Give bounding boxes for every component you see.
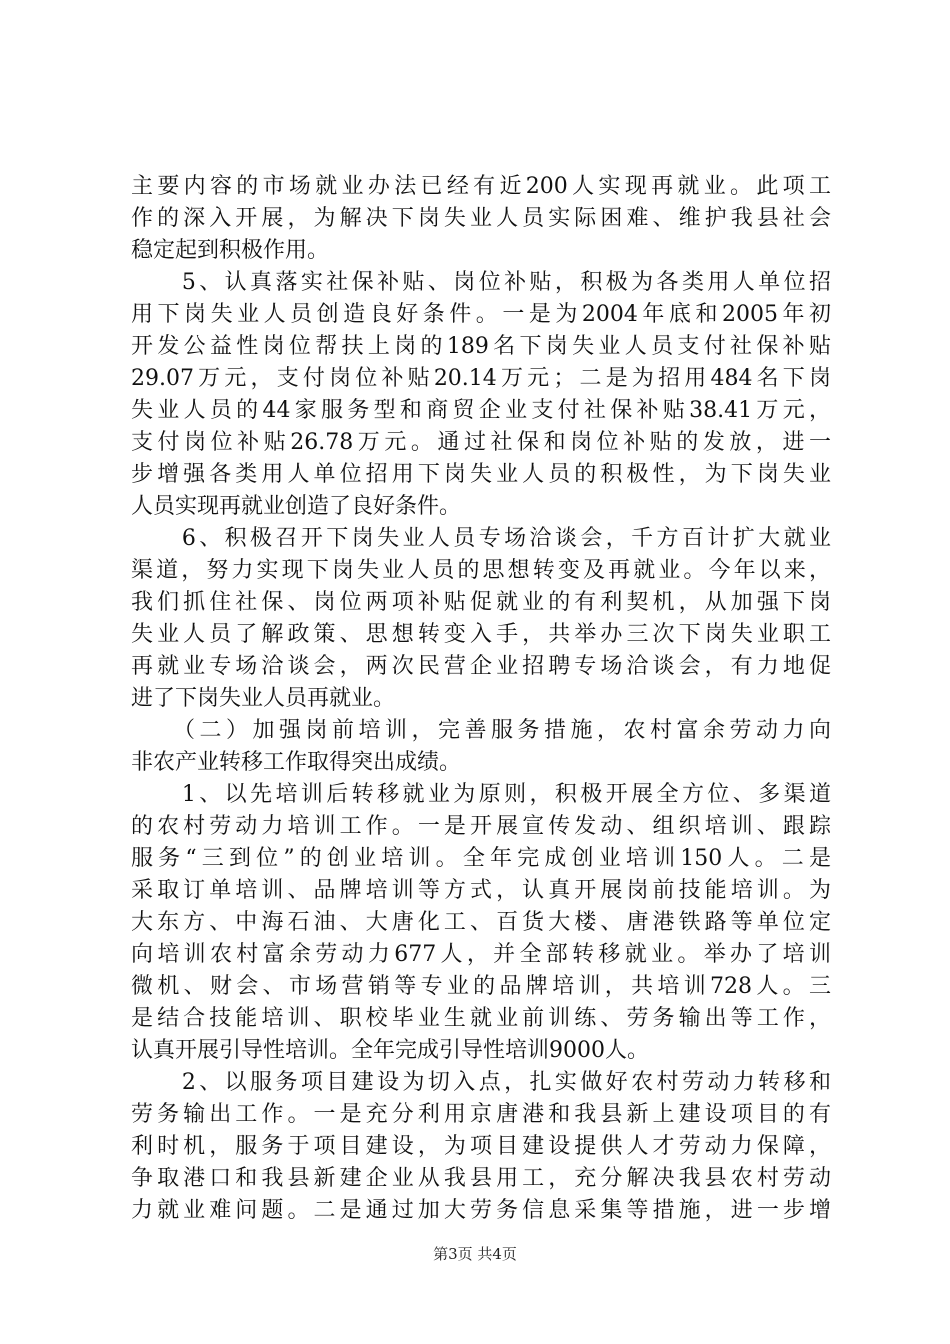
text-line: 认真开展引导性培训。全年完成引导性培训9000人。 xyxy=(131,1038,649,1063)
page-footer xyxy=(0,1244,950,1264)
text-line: 向培训农村富余劳动力677人，并全部转移就业。举办了培训 xyxy=(131,942,831,967)
text-line: 稳定起到积极作用。 xyxy=(131,238,330,263)
text-line: 人员实现再就业创造了良好条件。 xyxy=(131,494,462,519)
text-line: 进了下岗失业人员再就业。 xyxy=(131,686,396,711)
text-line: 渠道，努力实现下岗失业人员的思想转变及再就业。今年以来， xyxy=(131,558,831,583)
text-line: 再就业专场洽谈会，两次民营企业招聘专场洽谈会，有力地促 xyxy=(131,654,831,679)
text-line: 6、积极召开下岗失业人员专场洽谈会，千方百计扩大就业 xyxy=(131,526,831,551)
text-line: 开发公益性岗位帮扶上岗的189名下岗失业人员支付社保补贴 xyxy=(131,334,831,359)
text-line: 失业人员的44家服务型和商贸企业支付社保补贴38.41万元， xyxy=(131,398,831,423)
text-line: 服务“三到位”的创业培训。全年完成创业培训150人。二是 xyxy=(131,846,831,871)
text-line: 5、认真落实社保补贴、岗位补贴，积极为各类用人单位招 xyxy=(131,270,831,295)
text-line: 主要内容的市场就业办法已经有近200人实现再就业。此项工 xyxy=(131,174,831,199)
text-line: 作的深入开展，为解决下岗失业人员实际困难、维护我县社会 xyxy=(131,206,831,231)
text-line: 2、以服务项目建设为切入点，扎实做好农村劳动力转移和 xyxy=(131,1070,831,1095)
text-line: 用下岗失业人员创造良好条件。一是为2004年底和2005年初 xyxy=(131,302,831,327)
text-line: 失业人员了解政策、思想转变入手，共举办三次下岗失业职工 xyxy=(131,622,831,647)
text-line: （二）加强岗前培训，完善服务措施，农村富余劳动力向 xyxy=(131,718,831,743)
text-line: 采取订单培训、品牌培训等方式，认真开展岗前技能培训。为 xyxy=(131,878,831,903)
text-line: 劳务输出工作。一是充分利用京唐港和我县新上建设项目的有 xyxy=(131,1102,831,1127)
text-line: 利时机，服务于项目建设，为项目建设提供人才劳动力保障， xyxy=(131,1134,831,1159)
body-text xyxy=(131,171,831,1227)
text-line: 是结合技能培训、职校毕业生就业前训练、劳务输出等工作， xyxy=(131,1006,831,1031)
text-line: 1、以先培训后转移就业为原则，积极开展全方位、多渠道 xyxy=(131,782,831,807)
text-line: 支付岗位补贴26.78万元。通过社保和岗位补贴的发放，进一 xyxy=(131,430,831,455)
text-line: 微机、财会、市场营销等专业的品牌培训，共培训728人。三 xyxy=(131,974,831,999)
text-line: 大东方、中海石油、大唐化工、百货大楼、唐港铁路等单位定 xyxy=(131,910,831,935)
page-number-label: 第3页 共4页 xyxy=(433,1245,517,1263)
text-line: 我们抓住社保、岗位两项补贴促就业的有利契机，从加强下岗 xyxy=(131,590,831,615)
text-line: 29.07万元，支付岗位补贴20.14万元；二是为招用484名下岗 xyxy=(131,366,831,391)
text-line: 争取港口和我县新建企业从我县用工，充分解决我县农村劳动 xyxy=(131,1166,831,1191)
text-line: 步增强各类用人单位招用下岗失业人员的积极性，为下岗失业 xyxy=(131,462,831,487)
text-line: 非农产业转移工作取得突出成绩。 xyxy=(131,750,462,775)
text-line: 力就业难问题。二是通过加大劳务信息采集等措施，进一步增 xyxy=(131,1198,831,1223)
text-line: 的农村劳动力培训工作。一是开展宣传发动、组织培训、跟踪 xyxy=(131,814,831,839)
